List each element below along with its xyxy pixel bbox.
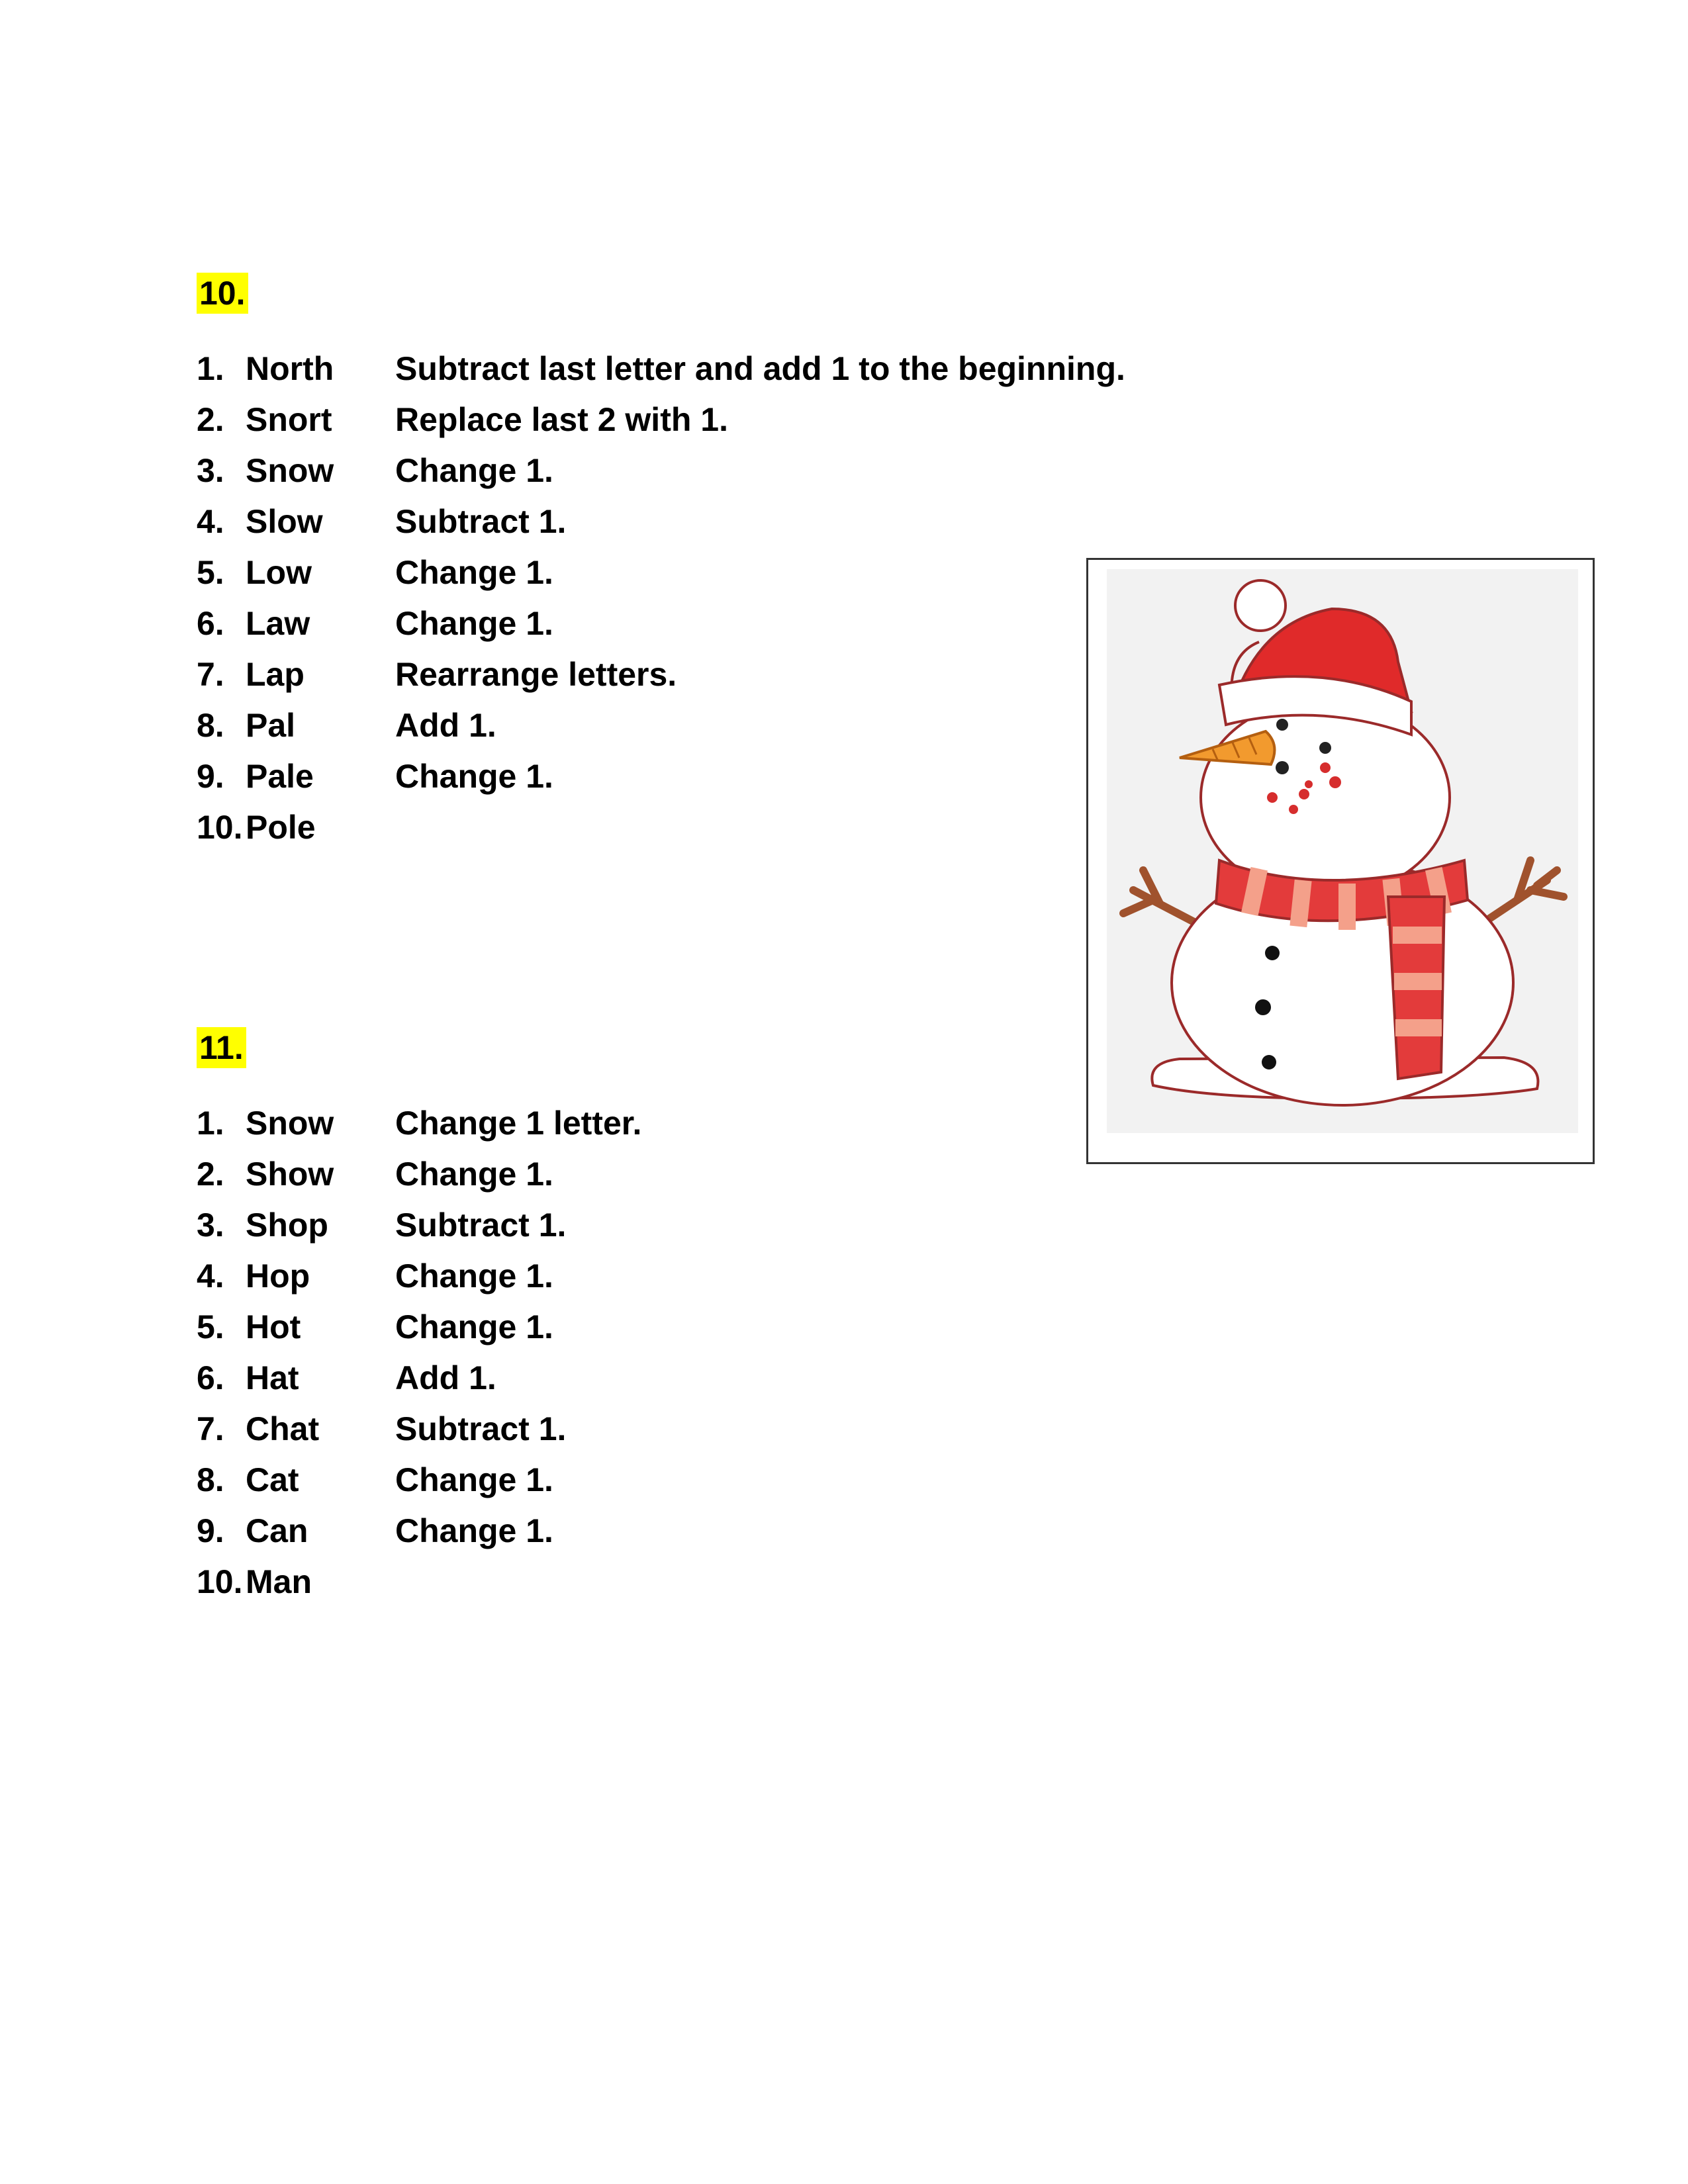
- step-word: Snow: [246, 1104, 334, 1142]
- step-number: 2.: [197, 400, 224, 438]
- step-number: 9.: [197, 1512, 224, 1549]
- list-item: [197, 1199, 1190, 1250]
- snowman-illustration-icon: [1107, 569, 1578, 1133]
- list-item: [197, 1097, 1190, 1148]
- puzzle-11: [197, 1027, 1190, 1607]
- step-clue: Change 1.: [395, 604, 553, 642]
- step-clue: Change 1.: [395, 553, 553, 591]
- step-number: 2.: [197, 1155, 224, 1193]
- list-item: [197, 1454, 1190, 1505]
- step-clue: Change 1.: [395, 451, 553, 489]
- step-word: Show: [246, 1155, 334, 1193]
- word-ladder-list: [197, 1097, 1190, 1607]
- step-number: 9.: [197, 757, 224, 795]
- step-number: 1.: [197, 1104, 224, 1142]
- step-number: 6.: [197, 1359, 224, 1396]
- step-word: Man: [246, 1563, 312, 1600]
- step-clue: Change 1.: [395, 1308, 553, 1345]
- list-item: [197, 343, 1190, 394]
- step-number: 5.: [197, 553, 224, 591]
- step-word: Can: [246, 1512, 308, 1549]
- step-word: Shop: [246, 1206, 328, 1244]
- step-word: Pole: [246, 808, 316, 846]
- step-clue: Change 1.: [395, 1155, 553, 1193]
- step-number: 4.: [197, 502, 224, 540]
- step-number: 5.: [197, 1308, 224, 1345]
- step-word: Hop: [246, 1257, 310, 1295]
- step-word: Law: [246, 604, 310, 642]
- list-item: [197, 1505, 1190, 1556]
- step-word: Pale: [246, 757, 314, 795]
- list-item: [197, 496, 1190, 547]
- snowman-picture-frame: [1086, 558, 1595, 1164]
- list-item: [197, 394, 1190, 445]
- list-item: [197, 598, 1190, 649]
- step-number: 10.: [197, 808, 243, 846]
- step-number: 6.: [197, 604, 224, 642]
- list-item: [197, 1148, 1190, 1199]
- step-clue: Subtract 1.: [395, 1410, 567, 1447]
- step-clue: Rearrange letters.: [395, 655, 677, 693]
- step-clue: Subtract 1.: [395, 1206, 567, 1244]
- step-word: Hot: [246, 1308, 301, 1345]
- step-number: 1.: [197, 349, 224, 387]
- puzzle-heading: 11.: [197, 1027, 246, 1068]
- list-item: [197, 445, 1190, 496]
- list-item: [197, 1352, 1190, 1403]
- word-ladder-list: [197, 343, 1190, 852]
- step-clue: Add 1.: [395, 706, 496, 744]
- step-word: Lap: [246, 655, 305, 693]
- puzzle-10: [197, 273, 1190, 852]
- step-clue: Subtract 1.: [395, 502, 567, 540]
- step-number: 8.: [197, 706, 224, 744]
- step-clue: Change 1.: [395, 1461, 553, 1498]
- step-clue: Change 1.: [395, 1257, 553, 1295]
- list-item: [197, 1556, 1190, 1607]
- step-number: 10.: [197, 1563, 243, 1600]
- list-item: [197, 1403, 1190, 1454]
- step-word: Snow: [246, 451, 334, 489]
- step-clue: Change 1 letter.: [395, 1104, 642, 1142]
- step-number: 4.: [197, 1257, 224, 1295]
- step-word: North: [246, 349, 334, 387]
- list-item: [197, 547, 1190, 598]
- step-word: Low: [246, 553, 312, 591]
- list-item: [197, 700, 1190, 751]
- list-item: [197, 1301, 1190, 1352]
- step-number: 7.: [197, 655, 224, 693]
- step-word: Hat: [246, 1359, 299, 1396]
- puzzle-heading: 10.: [197, 273, 248, 314]
- step-number: 8.: [197, 1461, 224, 1498]
- list-item: [197, 649, 1190, 700]
- step-clue: Change 1.: [395, 1512, 553, 1549]
- step-word: Snort: [246, 400, 332, 438]
- step-number: 3.: [197, 451, 224, 489]
- step-number: 7.: [197, 1410, 224, 1447]
- step-word: Cat: [246, 1461, 299, 1498]
- step-clue: Add 1.: [395, 1359, 496, 1396]
- list-item: [197, 801, 1190, 852]
- step-word: Slow: [246, 502, 323, 540]
- step-number: 3.: [197, 1206, 224, 1244]
- step-clue: Subtract last letter and add 1 to the beginning.: [395, 349, 1125, 387]
- step-word: Chat: [246, 1410, 320, 1447]
- list-item: [197, 751, 1190, 801]
- list-item: [197, 1250, 1190, 1301]
- step-clue: Change 1.: [395, 757, 553, 795]
- step-clue: Replace last 2 with 1.: [395, 400, 728, 438]
- step-word: Pal: [246, 706, 296, 744]
